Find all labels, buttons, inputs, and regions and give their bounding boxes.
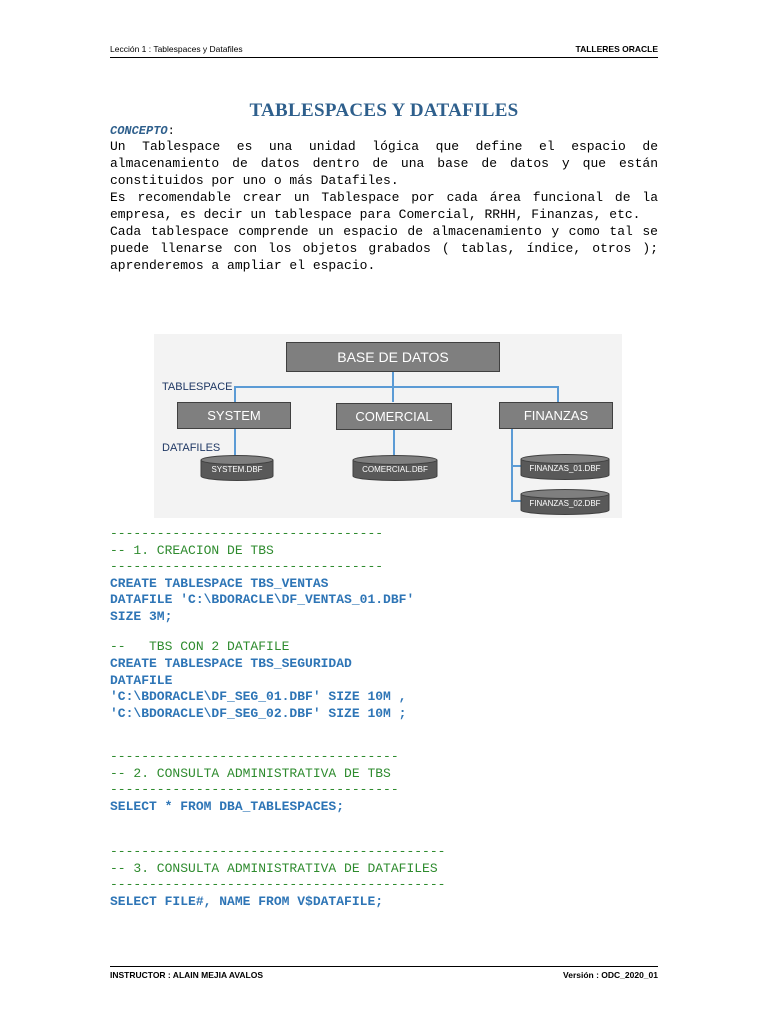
footer-instructor: INSTRUCTOR : ALAIN MEJIA AVALOS (110, 970, 263, 980)
footer-divider (110, 966, 658, 967)
code-line: CREATE TABLESPACE TBS_SEGURIDAD (110, 656, 352, 671)
concept-label-text: CONCEPTO (110, 124, 168, 138)
section-1-separator-top: ----------------------------------- (110, 526, 384, 541)
datafile-finanzas-02-dbf (520, 489, 610, 515)
section-1-separator-bottom: ----------------------------------- (110, 559, 384, 574)
section-3-separator-bottom: ------------------------------------------- (110, 877, 446, 892)
section-2-separator-top: ------------------------------------- (110, 749, 399, 764)
code-line: CREATE TABLESPACE TBS_VENTAS (110, 576, 329, 591)
header-lesson-title: Lección 1 : Tablespaces y Datafiles (110, 44, 243, 54)
page-footer (110, 970, 658, 982)
datafile-system-label: SYSTEM.DBF (211, 465, 263, 474)
tablespace-diagram (154, 334, 622, 518)
diagram-root-label: BASE DE DATOS (337, 349, 449, 365)
page-header (110, 44, 658, 56)
page-title: TABLESPACES Y DATAFILES (249, 100, 519, 121)
diagram-box-comercial-label: COMERCIAL (355, 409, 433, 424)
datafile-finanzas-01-dbf (520, 454, 610, 480)
paragraph-recommendation: Es recomendable crear un Tablespace por cada área funcional de la empresa, es decir un tablespace para Comercial, RRHH, Finanzas, etc. (110, 190, 658, 222)
code-line: SIZE 3M; (110, 609, 173, 624)
diagram-connector (234, 386, 558, 388)
diagram-tablespace-label: TABLESPACE (162, 381, 233, 393)
paragraph-definition: Un Tablespace es una unidad lógica que define el espacio de almacenamiento de datos dentro de una base de datos y que están constituidos por uno o más Datafiles. (110, 139, 658, 188)
code-line: SELECT * FROM DBA_TABLESPACES; (110, 799, 345, 814)
concept-body (110, 138, 658, 274)
section-2-separator-bottom: ------------------------------------- (110, 782, 399, 797)
section-1-heading: -- 1. CREACION DE TBS (110, 543, 274, 558)
datafile-system-dbf (200, 455, 274, 481)
section-3-heading: -- 3. CONSULTA ADMINISTRATIVA DE DATAFILES (110, 861, 438, 876)
datafile-finanzas-02-label: FINANZAS_02.DBF (529, 499, 601, 508)
section-2-heading: -- 2. CONSULTA ADMINISTRATIVA DE TBS (110, 766, 391, 781)
code-line: 'C:\BDORACLE\DF_SEG_01.DBF' SIZE 10M , (110, 689, 407, 704)
diagram-box-finanzas (499, 402, 613, 429)
code-line: DATAFILE (110, 673, 173, 688)
diagram-box-system-label: SYSTEM (207, 408, 261, 423)
diagram-box-finanzas-label: FINANZAS (523, 408, 589, 423)
diagram-box-system (177, 402, 291, 429)
datafile-comercial-label: COMERCIAL.DBF (362, 465, 428, 474)
datafile-finanzas-01-label: FINANZAS_01.DBF (529, 464, 601, 473)
diagram-connector (393, 430, 395, 457)
diagram-connector (557, 386, 559, 402)
diagram-connector (392, 386, 394, 402)
code-line: DATAFILE 'C:\BDORACLE\DF_VENTAS_01.DBF' (110, 592, 415, 607)
code-line: SELECT FILE#, NAME FROM V$DATAFILE; (110, 894, 384, 909)
diagram-connector (392, 372, 394, 386)
code-line: 'C:\BDORACLE\DF_SEG_02.DBF' SIZE 10M ; (110, 706, 407, 721)
footer-version: Versión : ODC_2020_01 (563, 970, 658, 980)
datafile-comercial-dbf (352, 455, 438, 481)
diagram-box-comercial (336, 403, 452, 430)
diagram-connector (234, 429, 236, 457)
diagram-connector (234, 386, 236, 402)
concept-label: CONCEPTO: (110, 124, 175, 138)
diagram-root-box (286, 342, 500, 372)
header-course-name: TALLERES ORACLE (575, 44, 658, 54)
section-3-separator-top: ------------------------------------------- (110, 844, 446, 859)
diagram-datafiles-label: DATAFILES (162, 442, 221, 454)
header-divider (110, 57, 658, 58)
paragraph-storage: Cada tablespace comprende un espacio de almacenamiento y como tal se puede llenarse con los objetos grabados ( tablas, índice, otros ); aprenderemos a ampliar el espacio. (110, 224, 658, 273)
section-1-comment: -- TBS CON 2 DATAFILE (110, 639, 290, 654)
